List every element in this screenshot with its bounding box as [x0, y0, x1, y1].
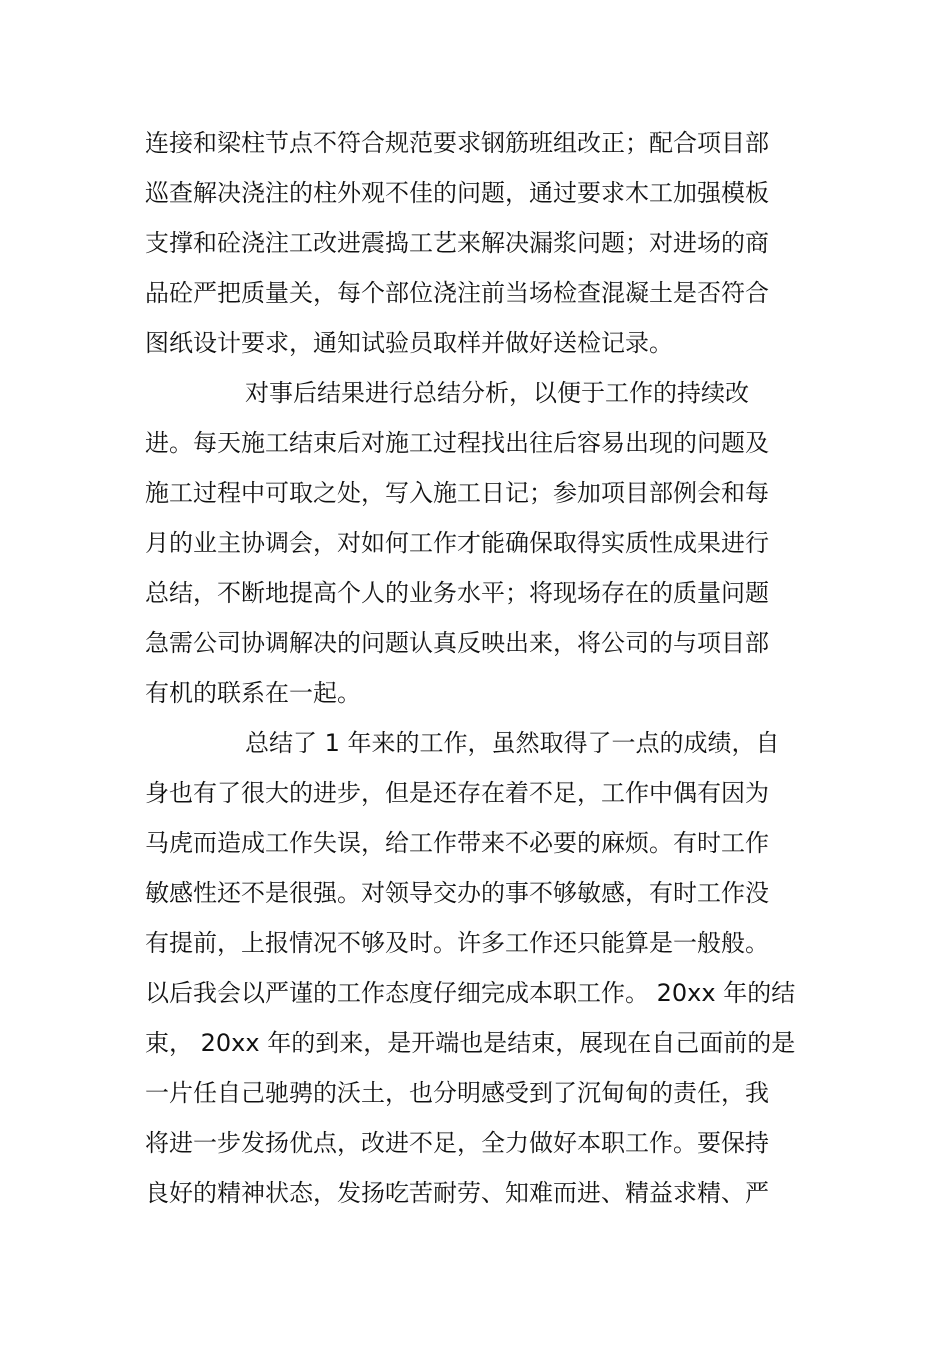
text-line: 将进一步发扬优点，改进不足，全力做好本职工作。要保持: [145, 1129, 769, 1157]
text-line: 良好的精神状态，发扬吃苦耐劳、知难而进、精益求精、严: [145, 1179, 769, 1207]
text-line: 图纸设计要求，通知试验员取样并做好送检记录。: [145, 329, 673, 357]
text-line: 束， 20xx 年的到来，是开端也是结束，展现在自己面前的是: [145, 1029, 796, 1057]
text-line: 有机的联系在一起。: [145, 679, 361, 707]
paragraph-first-line: 总结了 1 年来的工作，虽然取得了一点的成绩，自: [245, 729, 780, 757]
text-line: 连接和梁柱节点不符合规范要求钢筋班组改正；配合项目部: [145, 129, 769, 157]
text-line: 马虎而造成工作失误，给工作带来不必要的麻烦。有时工作: [145, 829, 769, 857]
text-line: 敏感性还不是很强。对领导交办的事不够敏感，有时工作没: [145, 879, 769, 907]
text-line: 一片任自己驰骋的沃土，也分明感受到了沉甸甸的责任，我: [145, 1079, 769, 1107]
text-line: 品砼严把质量关，每个部位浇注前当场检查混凝土是否符合: [145, 279, 769, 307]
text-line: 以后我会以严谨的工作态度仔细完成本职工作。 20xx 年的结: [145, 979, 796, 1007]
text-line: 支撑和砼浇注工改进震捣工艺来解决漏浆问题；对进场的商: [145, 229, 769, 257]
text-line: 施工过程中可取之处，写入施工日记；参加项目部例会和每: [145, 479, 769, 507]
text-line: 进。每天施工结束后对施工过程找出往后容易出现的问题及: [145, 429, 769, 457]
text-line: 总结，不断地提高个人的业务水平；将现场存在的质量问题: [145, 579, 769, 607]
text-line: 急需公司协调解决的问题认真反映出来，将公司的与项目部: [145, 629, 769, 657]
text-line: 月的业主协调会，对如何工作才能确保取得实质性成果进行: [145, 529, 769, 557]
text-line: 有提前，上报情况不够及时。许多工作还只能算是一般般。: [145, 929, 769, 957]
paragraph-first-line: 对事后结果进行总结分析，以便于工作的持续改: [245, 379, 749, 407]
text-line: 身也有了很大的进步，但是还存在着不足，工作中偶有因为: [145, 779, 769, 807]
text-line: 巡查解决浇注的柱外观不佳的问题，通过要求木工加强模板: [145, 179, 769, 207]
